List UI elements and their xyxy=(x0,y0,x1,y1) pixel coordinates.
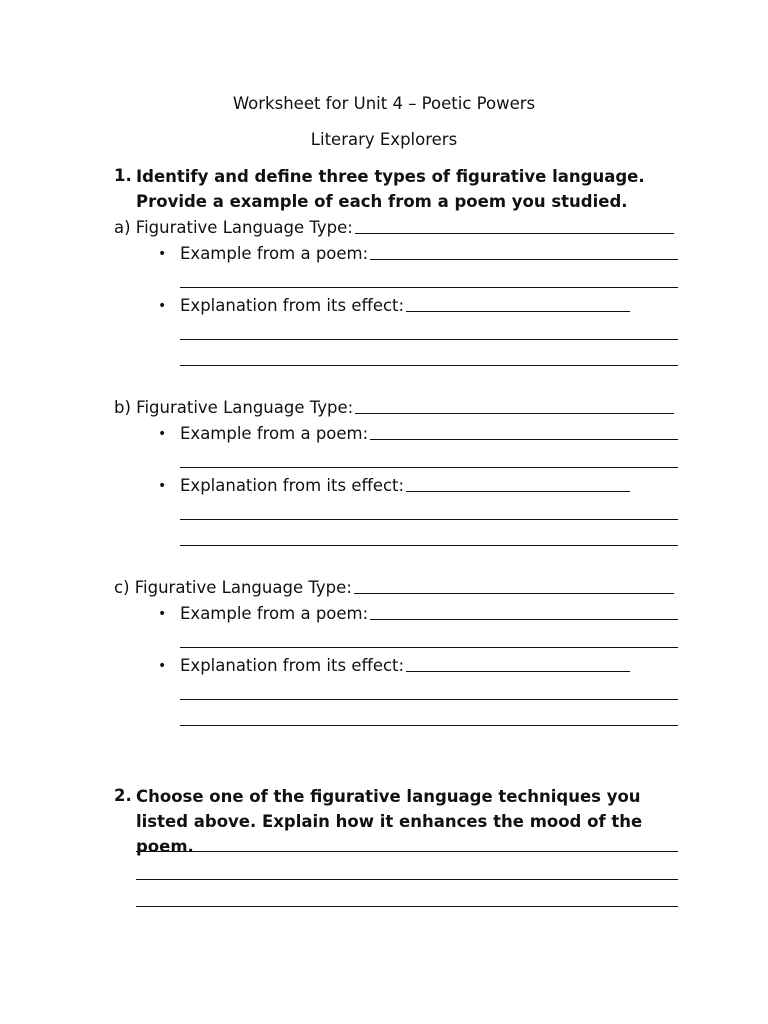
question-2-text: Choose one of the figurative language techniques you listed above. Explain how it enhances the mood of the poem. xyxy=(136,787,643,856)
part-a-example-row[interactable] xyxy=(180,244,678,263)
part-b-type-row[interactable] xyxy=(114,398,674,417)
part-a-type-answer-line[interactable] xyxy=(355,219,674,234)
part-a-type-label: a) Figurative Language Type: xyxy=(114,218,353,237)
part-c-explanation-answer-line[interactable] xyxy=(406,657,630,672)
part-a-explanation-label: Explanation from its effect: xyxy=(180,296,405,315)
part-a-example-answer-line[interactable] xyxy=(370,245,678,260)
part-a-example-line-2[interactable] xyxy=(180,287,678,288)
part-b-explanation-bullet: • xyxy=(158,478,167,494)
part-a-type-row[interactable] xyxy=(114,218,674,237)
part-b-explanation-row[interactable] xyxy=(180,476,630,495)
part-c-explanation-bullet: • xyxy=(158,658,167,674)
part-b-type-answer-line[interactable] xyxy=(355,399,674,414)
worksheet-title: Worksheet for Unit 4 – Poetic Powers xyxy=(232,94,536,113)
question-2-answer-line-2[interactable] xyxy=(136,879,678,880)
part-b-explanation-line-3[interactable] xyxy=(180,545,678,546)
part-c-explanation-row[interactable] xyxy=(180,656,630,675)
part-c-type-answer-line[interactable] xyxy=(354,579,674,594)
part-c-example-label: Example from a poem: xyxy=(180,604,369,623)
part-c-explanation-line-2[interactable] xyxy=(180,699,678,700)
part-c-type-row[interactable] xyxy=(114,578,674,597)
part-a-explanation-line-2[interactable] xyxy=(180,339,678,340)
part-c-example-row[interactable] xyxy=(180,604,678,623)
part-b-explanation-line-2[interactable] xyxy=(180,519,678,520)
part-b-example-bullet: • xyxy=(158,426,167,442)
part-b-explanation-label: Explanation from its effect: xyxy=(180,476,405,495)
part-c-example-answer-line[interactable] xyxy=(370,605,678,620)
part-b-example-answer-line[interactable] xyxy=(370,425,678,440)
part-c-explanation-line-3[interactable] xyxy=(180,725,678,726)
question-1-number: 1. xyxy=(114,166,132,185)
part-c-example-bullet: • xyxy=(158,606,167,622)
question-2-number: 2. xyxy=(114,786,132,805)
part-c-explanation-label: Explanation from its effect: xyxy=(180,656,405,675)
part-c-type-label: c) Figurative Language Type: xyxy=(114,578,352,597)
worksheet-subtitle: Literary Explorers xyxy=(310,130,458,149)
part-b-type-label: b) Figurative Language Type: xyxy=(114,398,354,417)
part-a-example-label: Example from a poem: xyxy=(180,244,369,263)
part-b-explanation-answer-line[interactable] xyxy=(406,477,630,492)
question-2-answer-line-3[interactable] xyxy=(136,906,678,907)
question-1-text: Identify and define three types of figurative language. Provide a example of each from a poem you studied. xyxy=(136,167,645,211)
part-b-example-row[interactable] xyxy=(180,424,678,443)
part-a-explanation-bullet: • xyxy=(158,298,167,314)
question-2-answer-line-1[interactable] xyxy=(136,851,678,852)
part-a-explanation-line-3[interactable] xyxy=(180,365,678,366)
part-a-explanation-row[interactable] xyxy=(180,296,630,315)
part-b-example-label: Example from a poem: xyxy=(180,424,369,443)
part-c-example-line-2[interactable] xyxy=(180,647,678,648)
part-a-explanation-answer-line[interactable] xyxy=(406,297,630,312)
part-b-example-line-2[interactable] xyxy=(180,467,678,468)
part-a-example-bullet: • xyxy=(158,246,167,262)
